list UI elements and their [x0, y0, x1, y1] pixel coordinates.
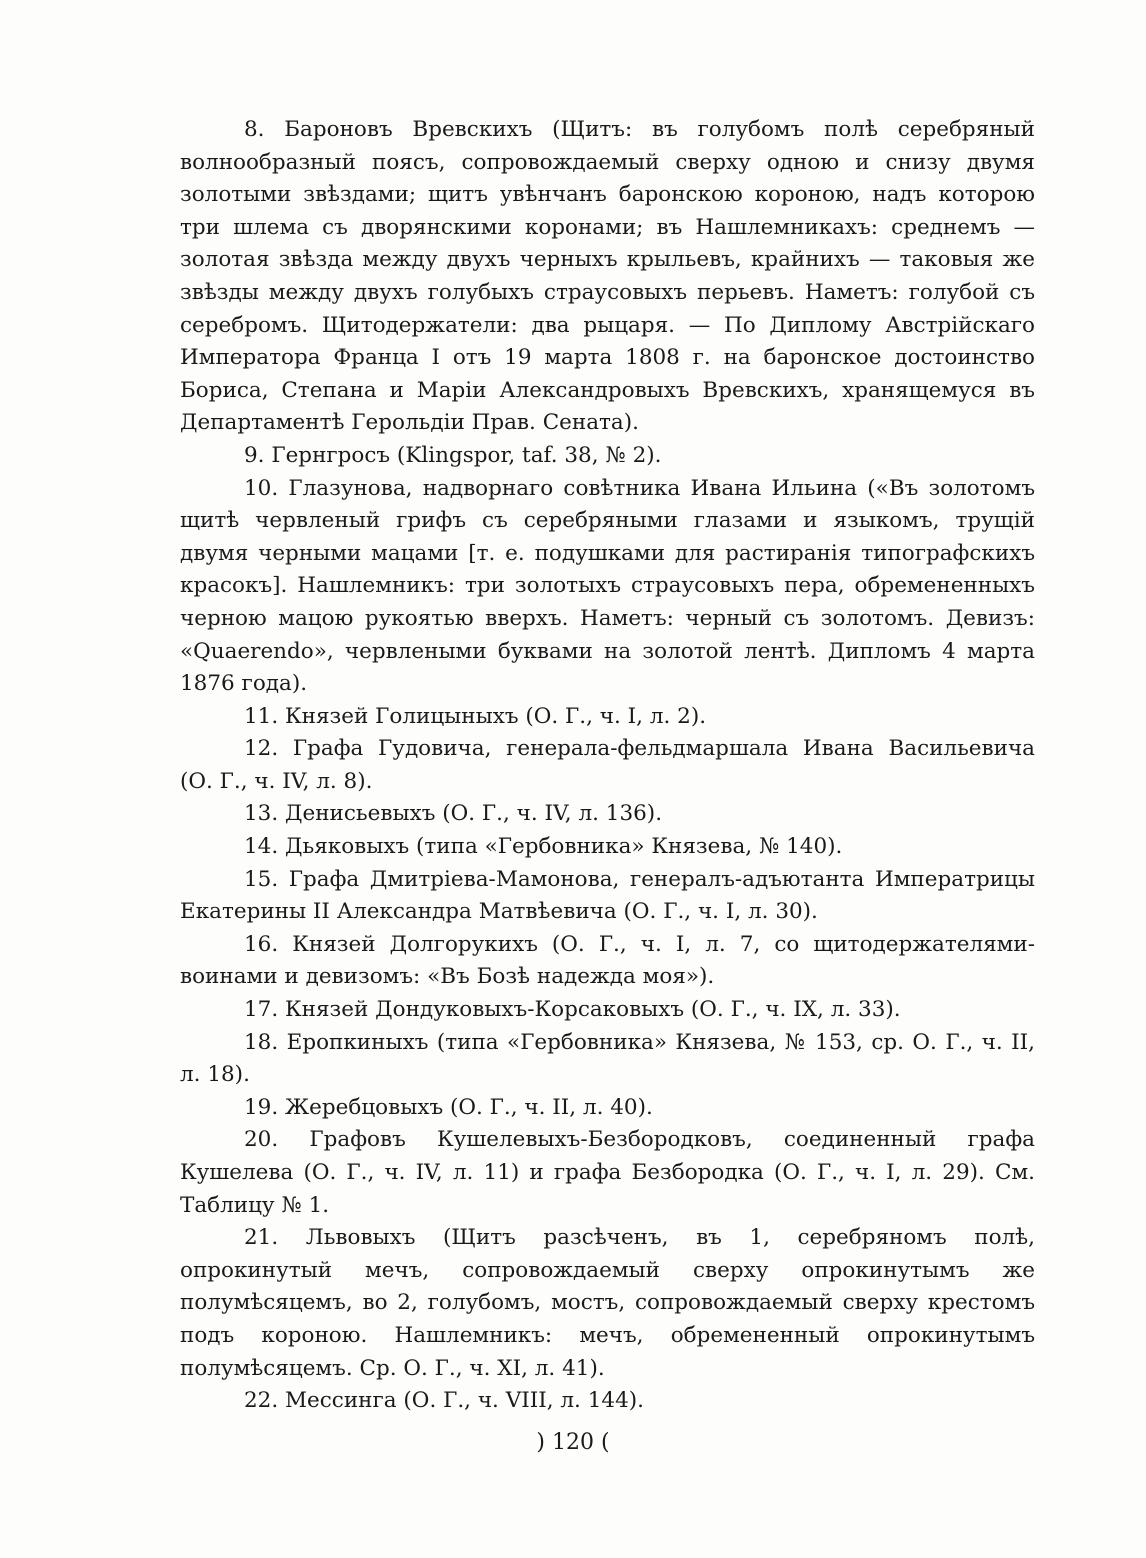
entry-13: 13. Денисьевыхъ (О. Г., ч. IV, л. 136).: [244, 801, 663, 827]
entry-10: 10. Глазунова, надворнаго совѣтника Ивана Ильина («Въ золотомъ щитѣ червленый грифъ съ серебряными глазами и языкомъ, трущій двумя черными мацами [т. е. подушками для растиранія типографскихъ красокъ]. Нашлемникъ: три золотыхъ страусовыхъ пера, обремененныхъ черною мацою рукоятью вверхъ. Наметъ: черный съ золотомъ. Девизъ: «Quaerendo», червлеными буквами на золотой лентѣ. Дипломъ 4 марта 1876 года).: [180, 475, 1035, 697]
entry-14: 14. Дьяковыхъ (типа «Гербовника» Князева, № 140).: [244, 834, 843, 860]
entry-8: 8. Бароновъ Вревскихъ (Щитъ: въ голубомъ полѣ серебряный волнообразный поясъ, сопровождаемый сверху одною и снизу двумя золотыми звѣздами; щитъ увѣнчанъ баронскою короною, надъ которою три шлема съ дворянскими коронами; въ Нашлемникахъ: среднемъ — золотая звѣзда между двухъ черныхъ крыльевъ, крайнихъ — таковыя же звѣзды между двухъ голубыхъ страусовыхъ перьевъ. Наметъ: голубой съ серебромъ. Щитодержатели: два рыцаря. — По Диплому Австрійскаго Императора Франца I отъ 19 марта 1808 г. на баронское достоинство Бориса, Степана и Маріи Александровыхъ Вревскихъ, хранящемуся въ Департаментѣ Герольдіи Прав. Сената).: [180, 117, 1035, 436]
entry-18: 18. Еропкиныхъ (типа «Гербовника» Князева, № 153, ср. О. Г., ч. II, л. 18).: [180, 1029, 1035, 1088]
page-number: ) 120 (: [536, 1430, 610, 1455]
entry-21: 21. Львовыхъ (Щитъ разсѣченъ, въ 1, серебряномъ полѣ, опрокинутый мечъ, сопровождаемый сверху опрокинутымъ же полумѣсяцемъ, во 2, голубомъ, мостъ, сопровождаемый сверху крестомъ подъ короною. Нашлемникъ: мечъ, обремененный опрокинутымъ полумѣсяцемъ. Ср. О. Г., ч. XI, л. 41).: [180, 1225, 1035, 1381]
entry-12: 12. Графа Гудовича, генерала-фельдмаршала Ивана Васильевича (О. Г., ч. IV, л. 8).: [180, 736, 1035, 794]
entry-11: 11. Князей Голицыныхъ (О. Г., ч. I, л. 2).: [244, 703, 707, 729]
entry-15: 15. Графа Дмитріева-Мамонова, генералъ-адъютанта Императрицы Екатерины II Александра Матвѣевича (О. Г., ч. I, л. 30).: [180, 866, 1035, 925]
entry-9: 9. Гернгросъ (Klingspor, taf. 38, № 2).: [244, 442, 662, 468]
entry-16: 16. Князей Долгорукихъ (О. Г., ч. I, л. 7, со щитодержателями-воинами и девизомъ: «Въ Бозѣ надежда моя»).: [180, 931, 1035, 990]
entry-19: 19. Жеребцовыхъ (О. Г., ч. II, л. 40).: [244, 1094, 653, 1120]
entry-17: 17. Князей Дондуковыхъ-Корсаковыхъ (О. Г., ч. IX, л. 33).: [244, 997, 901, 1023]
entry-20: 20. Графовъ Кушелевыхъ-Безбородковъ, соединенный графа Кушелева (О. Г., ч. IV, л. 11) и графа Безбородка (О. Г., ч. I, л. 29). См. Таблицу № 1.: [180, 1127, 1035, 1218]
document-body: [180, 114, 1035, 1418]
entry-22: 22. Мессинга (О. Г., ч. VIII, л. 144).: [244, 1388, 644, 1414]
